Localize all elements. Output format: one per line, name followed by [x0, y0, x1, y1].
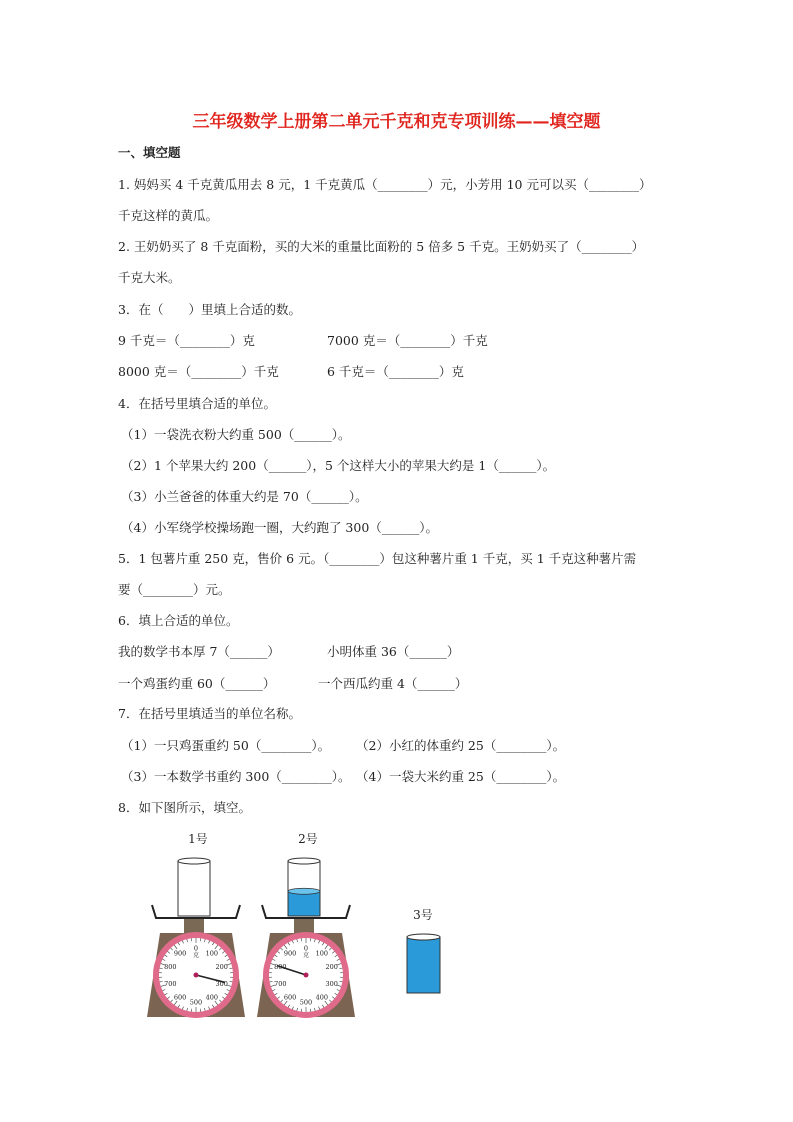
water-surface	[288, 888, 320, 894]
q7-item-1: （1）一只鸡蛋重约 50（________）。	[121, 738, 331, 753]
q3-item-b: 7000 克＝（________）千克	[327, 333, 488, 348]
dial-unit: 克	[302, 952, 310, 959]
q3-stem: 3．在（ ）里填上合适的数。	[118, 302, 301, 317]
q4-sub-4: （4）小军绕学校操场跑一圈，大约跑了 300（______）。	[121, 520, 439, 535]
water	[288, 891, 320, 916]
q8-stem: 8．如下图所示，填空。	[118, 800, 251, 815]
q1-text-cont: 千克这样的黄瓜。	[118, 208, 219, 223]
q7-item-4: （4）一袋大米约重 25（________）。	[356, 769, 566, 784]
cup-3-label: 3号	[413, 908, 433, 922]
q6-item-c: 一个鸡蛋约重 60（______）	[118, 676, 276, 691]
q4-sub-1: （1）一袋洗衣粉大约重 500（______）。	[121, 427, 351, 442]
dial-label: 100	[315, 949, 329, 958]
dial-pivot	[194, 973, 199, 978]
q3-item-c: 8000 克＝（________）千克	[118, 364, 279, 379]
dial-label: 200	[215, 963, 228, 972]
cup-rim	[407, 934, 440, 940]
dial-label: 500	[189, 998, 203, 1007]
dial-label: 0	[303, 944, 309, 953]
q5-text-cont: 要（________）元。	[118, 582, 231, 597]
q6-item-b: 小明体重 36（______）	[327, 644, 460, 659]
q5-text: 5．1 包薯片重 250 克，售价 6 元。（________）包这种薯片重 1 千克，买 1 千克这种薯片需	[118, 551, 637, 566]
cup-rim	[288, 858, 320, 864]
dial-label: 700	[164, 979, 177, 988]
dial-label: 0	[193, 944, 199, 953]
q3-item-a: 9 千克＝（________）克	[118, 333, 255, 348]
dial-unit: 克	[192, 952, 200, 959]
scale-label: 1号	[188, 832, 208, 846]
dial-label: 800	[274, 963, 287, 972]
q7-stem: 7．在括号里填适当的单位名称。	[118, 706, 301, 721]
scale-label: 2号	[298, 832, 318, 846]
dial-label: 900	[283, 949, 297, 958]
q2-text: 2. 王奶奶买了 8 千克面粉，买的大米的重量比面粉的 5 倍多 5 千克。王奶奶买了（________）	[118, 239, 645, 254]
q4-stem: 4．在括号里填合适的单位。	[118, 396, 276, 411]
dial-label: 100	[205, 949, 219, 958]
dial-label: 300	[325, 979, 338, 988]
dial-label: 400	[205, 993, 219, 1002]
q1-text: 1. 妈妈买 4 千克黄瓜用去 8 元，1 千克黄瓜（________）元，小芳用 10 元可以买（________）	[118, 177, 652, 192]
cup-3	[407, 934, 440, 993]
scale-post	[294, 917, 314, 934]
cup-1	[178, 858, 210, 916]
dial-label: 400	[315, 993, 329, 1002]
cup-body	[178, 861, 210, 916]
q6-stem: 6．填上合适的单位。	[118, 613, 239, 628]
q2-text-cont: 千克大米。	[118, 270, 181, 285]
section-heading: 一、填空题	[118, 145, 181, 160]
q7-item-3: （3）一本数学书重约 300（________）。	[121, 769, 351, 784]
dial-label: 200	[325, 963, 338, 972]
q4-sub-2: （2）1 个苹果大约 200（______），5 个这样大小的苹果大约是 1（______）。	[121, 458, 556, 473]
dial-label: 300	[215, 979, 228, 988]
q6-item-d: 一个西瓜约重 4（______）	[318, 676, 468, 691]
q4-sub-3: （3）小兰爸爸的体重大约是 70（______）。	[121, 489, 368, 504]
cup-rim	[178, 858, 210, 864]
scale-post	[184, 917, 204, 934]
cup-2	[288, 858, 320, 916]
water	[407, 937, 440, 993]
dial-label: 700	[274, 979, 287, 988]
dial-label: 800	[164, 963, 177, 972]
q6-item-a: 我的数学书本厚 7（______）	[118, 644, 280, 659]
page-title: 三年级数学上册第二单元千克和克专项训练——填空题	[192, 112, 601, 132]
dial-label: 500	[299, 998, 313, 1007]
dial-pivot	[304, 973, 309, 978]
dial-label: 600	[283, 993, 297, 1002]
dial-label: 600	[173, 993, 187, 1002]
q7-item-2: （2）小红的体重约 25（________）。	[356, 738, 566, 753]
q3-item-d: 6 千克＝（________）克	[327, 364, 464, 379]
dial-label: 900	[173, 949, 187, 958]
